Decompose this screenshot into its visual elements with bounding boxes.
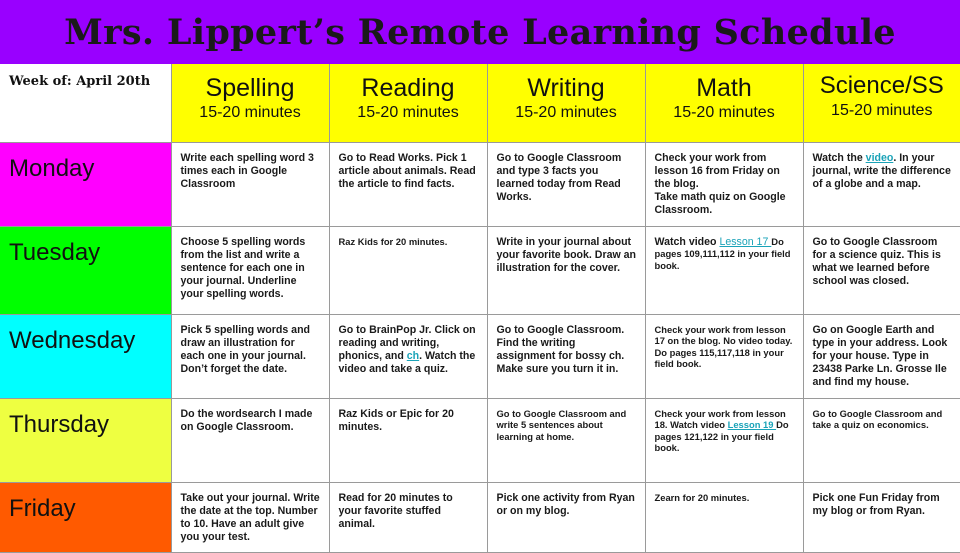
subject-time: 15-20 minutes <box>172 102 329 123</box>
task-cell <box>329 142 487 226</box>
day-label: Wednesday <box>0 315 171 355</box>
task-text <box>804 143 960 191</box>
week-cell <box>0 64 171 142</box>
task-cell <box>645 482 803 552</box>
subject-name: Math <box>646 64 803 102</box>
day-label: Friday <box>0 483 171 523</box>
task-line: Check your work from lesson 16 from Friday on the blog. <box>655 152 780 190</box>
subject-name: Science/SS <box>804 64 960 100</box>
task-text-after: . In your journal, write the difference of a globe and a map. <box>813 152 951 190</box>
day-cell-wednesday <box>0 314 171 398</box>
task-cell <box>645 314 803 398</box>
subject-header-row <box>0 64 960 142</box>
schedule-table <box>0 64 960 553</box>
task-cell <box>171 482 329 552</box>
task-cell <box>645 398 803 482</box>
task-cell <box>329 314 487 398</box>
task-cell <box>329 482 487 552</box>
task-cell <box>171 398 329 482</box>
task-text-before: Watch video <box>655 236 720 248</box>
task-cell <box>171 226 329 314</box>
task-text: Raz Kids for 20 minutes. <box>330 227 487 248</box>
subject-header-reading <box>329 64 487 142</box>
day-label: Thursday <box>0 399 171 439</box>
day-label: Monday <box>0 143 171 183</box>
subject-name: Spelling <box>172 64 329 102</box>
task-text: Choose 5 spelling words from the list and write a sentence for each one in your journal. Underline your spelling words. <box>172 227 329 301</box>
subject-header-spelling <box>171 64 329 142</box>
task-cell <box>487 482 645 552</box>
task-cell <box>803 482 960 552</box>
task-text-after: Do pages 109,111,112 in your field book. <box>655 236 791 271</box>
task-cell <box>171 142 329 226</box>
task-text: Read for 20 minutes to your favorite stuffed animal. <box>330 483 487 531</box>
subject-time: 15-20 minutes <box>488 102 645 123</box>
task-text-before: Go to BrainPop Jr. Click on reading and writing, phonics, and <box>339 324 476 362</box>
task-text-after: Do pages 121,122 in your field book. <box>655 419 789 453</box>
task-cell <box>329 398 487 482</box>
title-banner <box>0 0 960 64</box>
task-text <box>646 227 803 272</box>
task-text <box>330 315 487 376</box>
task-cell <box>487 226 645 314</box>
task-text: Go on Google Earth and type in your address. Look for your house. Type in 23438 Parke Ln. Grosse Ile and find my house. <box>804 315 960 389</box>
task-text: Go to Google Classroom. Find the writing assignment for bossy ch. Make sure you turn it in. <box>488 315 645 376</box>
task-text: Go to Google Classroom and write 5 sentences about learning at home. <box>488 399 645 443</box>
video-link[interactable]: video <box>866 152 894 164</box>
task-text: Check your work from lesson 17 on the blog. No video today. Do pages 115,117,118 in your field book. <box>646 315 803 370</box>
task-text: Pick one activity from Ryan or on my blog. <box>488 483 645 518</box>
task-cell <box>487 398 645 482</box>
page-title: Mrs. Lippert’s Remote Learning Schedule <box>64 12 896 53</box>
task-text: Raz Kids or Epic for 20 minutes. <box>330 399 487 434</box>
week-label: Week of: April 20th <box>0 64 171 89</box>
task-cell <box>803 226 960 314</box>
ch-link[interactable]: ch <box>407 350 419 362</box>
task-text-before: Watch the <box>813 152 866 164</box>
day-cell-friday <box>0 482 171 552</box>
task-text: Go to Google Classroom for a science quiz. This is what we learned before school was closed. <box>804 227 960 288</box>
task-text: Zearn for 20 minutes. <box>646 483 803 504</box>
task-text: Do the wordsearch I made on Google Classroom. <box>172 399 329 434</box>
task-cell <box>487 314 645 398</box>
task-text: Take out your journal. Write the date at the top. Number to 10. Have an adult give you your test. <box>172 483 329 544</box>
task-cell <box>329 226 487 314</box>
day-label: Tuesday <box>0 227 171 267</box>
subject-time: 15-20 minutes <box>646 102 803 123</box>
subject-time: 15-20 minutes <box>804 100 960 121</box>
subject-time: 15-20 minutes <box>330 102 487 123</box>
day-row-thursday <box>0 398 960 482</box>
task-cell <box>645 142 803 226</box>
task-text-before: Check your work from lesson 18. Watch video <box>655 408 786 431</box>
lesson-17-link[interactable]: Lesson 17 <box>719 236 771 248</box>
subject-name: Writing <box>488 64 645 102</box>
day-cell-monday <box>0 142 171 226</box>
day-cell-tuesday <box>0 226 171 314</box>
task-text: Pick one Fun Friday from my blog or from Ryan. <box>804 483 960 518</box>
task-text <box>646 143 803 217</box>
task-text: Pick 5 spelling words and draw an illustration for each one in your journal. Don’t forget the date. <box>172 315 329 376</box>
task-cell <box>803 398 960 482</box>
subject-header-math <box>645 64 803 142</box>
task-text: Go to Read Works. Pick 1 article about animals. Read the article to find facts. <box>330 143 487 191</box>
day-row-tuesday <box>0 226 960 314</box>
subject-name: Reading <box>330 64 487 102</box>
day-row-friday <box>0 482 960 552</box>
day-row-monday <box>0 142 960 226</box>
task-text: Go to Google Classroom and take a quiz on economics. <box>804 399 960 431</box>
subject-header-writing <box>487 64 645 142</box>
task-text: Write in your journal about your favorite book. Draw an illustration for the cover. <box>488 227 645 275</box>
task-text-after: . Watch the video and take a quiz. <box>339 350 476 375</box>
task-cell <box>487 142 645 226</box>
day-cell-thursday <box>0 398 171 482</box>
task-cell <box>803 142 960 226</box>
task-text: Write each spelling word 3 times each in Google Classroom <box>172 143 329 191</box>
task-cell <box>803 314 960 398</box>
task-text <box>646 399 803 454</box>
task-text: Go to Google Classroom and type 3 facts you learned today from Read Works. <box>488 143 645 204</box>
task-cell <box>645 226 803 314</box>
lesson-19-link[interactable]: Lesson 19 <box>728 419 776 430</box>
task-line: Take math quiz on Google Classroom. <box>655 191 786 216</box>
subject-header-science <box>803 64 960 142</box>
task-cell <box>171 314 329 398</box>
day-row-wednesday <box>0 314 960 398</box>
